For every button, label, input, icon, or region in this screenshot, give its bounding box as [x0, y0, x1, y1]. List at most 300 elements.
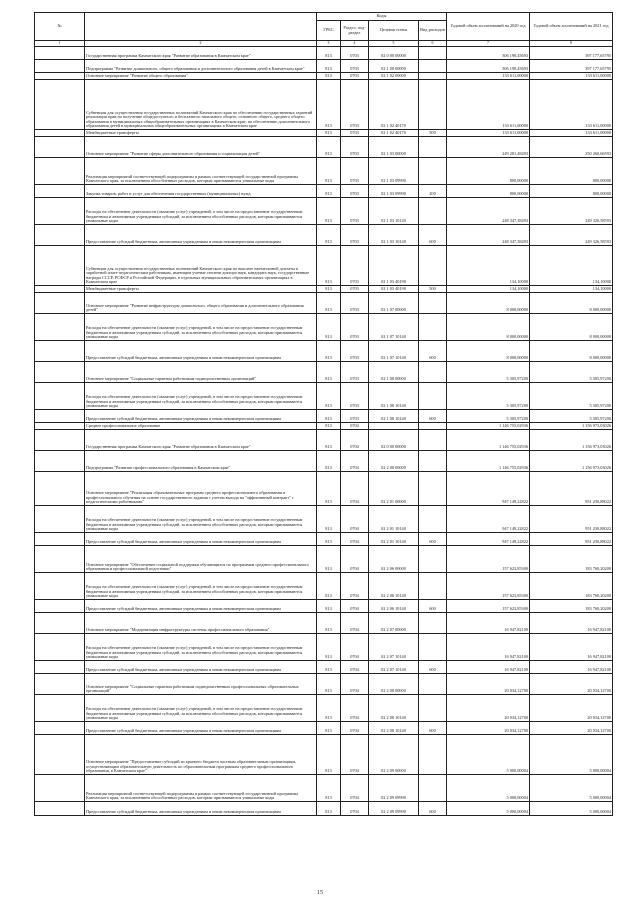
row-exp-type-cell: [419, 137, 447, 158]
row-grbs-cell: 813: [317, 410, 341, 423]
row-exp-type-cell: [419, 60, 447, 73]
row-section-cell: 0704: [341, 472, 369, 506]
row-num-cell: [35, 695, 85, 722]
row-vol2020-cell: 133 611,00000: [447, 73, 530, 80]
row-name-cell: Расходы на обеспечение деятельности (оказание услуг) учреждений, в том числе на предоставление государственным бюджетным и автономным учреждениям субсидий, за исключением обособленных расходов, которым присваиваются уникальные коды: [85, 506, 317, 533]
table-row: [35, 293, 613, 314]
column-number: 8: [530, 41, 613, 47]
row-exp-type-cell: [419, 735, 447, 775]
row-section-cell: 0703: [341, 137, 369, 158]
row-vol2021-cell: 951 230,88022: [530, 472, 613, 506]
row-num-cell: [35, 546, 85, 573]
row-num-cell: [35, 185, 85, 198]
row-num-cell: [35, 314, 85, 341]
column-number: 5: [369, 41, 419, 47]
row-num-cell: [35, 430, 85, 451]
row-target-cell: 02 2 09 09990: [369, 775, 419, 802]
row-grbs-cell: 813: [317, 73, 341, 80]
row-section-cell: 0704: [341, 695, 369, 722]
row-name-cell: Расходы на обеспечение деятельности (оказание услуг) учреждений, в том числе на предоставление государственным бюджетным и автономным учреждениям субсидий, за исключением обособленных расходов, которым присваиваются уникальные коды: [85, 383, 317, 410]
table-row: [35, 775, 613, 802]
row-num-cell: [35, 661, 85, 674]
row-vol2020-cell: 800,00000: [447, 158, 530, 185]
row-grbs-cell: 813: [317, 383, 341, 410]
table-row: [35, 60, 613, 73]
table-row: [35, 198, 613, 225]
table-row: [35, 246, 613, 286]
row-target-cell: 02 1 02 40170: [369, 130, 419, 137]
table-row: [35, 130, 613, 137]
budget-table: [34, 12, 613, 816]
row-grbs-cell: 813: [317, 80, 341, 130]
row-grbs-cell: 813: [317, 430, 341, 451]
row-name-cell: Предоставление субсидий бюджетным, автономным учреждениям и иным некоммерческим организациям: [85, 802, 317, 816]
row-exp-type-cell: [419, 573, 447, 600]
column-number: 7: [447, 41, 530, 47]
row-vol2021-cell: 5 000,00004: [530, 802, 613, 816]
row-target-cell: 02 1 03 40190: [369, 246, 419, 286]
table-row: [35, 695, 613, 722]
row-section-cell: 0703: [341, 362, 369, 383]
row-target-cell: 02 1 03 09990: [369, 185, 419, 198]
row-vol2021-cell: 183 760,20200: [530, 600, 613, 613]
row-exp-type-cell: [419, 472, 447, 506]
row-vol2021-cell: 800,00000: [530, 158, 613, 185]
row-grbs-cell: 813: [317, 802, 341, 816]
table-header: [35, 13, 613, 47]
row-target-cell: 02 0 00 00000: [369, 430, 419, 451]
row-exp-type-cell: [419, 314, 447, 341]
row-num-cell: [35, 246, 85, 286]
row-exp-type-cell: 600: [419, 225, 447, 246]
row-vol2020-cell: 133 611,00000: [447, 80, 530, 130]
row-exp-type-cell: [419, 451, 447, 472]
row-target-cell: 02 1 03 10140: [369, 198, 419, 225]
row-num-cell: [35, 423, 85, 430]
row-target-cell: 02 2 07 10140: [369, 634, 419, 661]
row-grbs-cell: 813: [317, 286, 341, 293]
row-num-cell: [35, 472, 85, 506]
row-name-cell: Предоставление субсидий бюджетным, автономным учреждениям и иным некоммерческим организациям: [85, 410, 317, 423]
row-vol2021-cell: 20 034,12700: [530, 722, 613, 735]
table-row: [35, 661, 613, 674]
row-target-cell: 02 2 06 10140: [369, 573, 419, 600]
row-section-cell: 0703: [341, 47, 369, 60]
row-vol2020-cell: 20 034,12700: [447, 722, 530, 735]
row-num-cell: [35, 47, 85, 60]
row-target-cell: 02 2 09 09990: [369, 802, 419, 816]
row-exp-type-cell: 600: [419, 722, 447, 735]
row-target-cell: 02 1 08 10140: [369, 383, 419, 410]
header-num: №: [35, 13, 85, 41]
row-name-cell: Расходы на обеспечение деятельности (оказание услуг) учреждений, в том числе на предоставление государственным бюджетным и автономным учреждениям субсидий, за исключением обособленных расходов, которым присваиваются уникальные коды: [85, 573, 317, 600]
table-body: [35, 47, 613, 816]
row-num-cell: [35, 451, 85, 472]
row-num-cell: [35, 362, 85, 383]
row-target-cell: 02 1 02 00000: [369, 73, 419, 80]
row-target-cell: 02 2 07 10140: [369, 661, 419, 674]
row-vol2020-cell: 248 347,38493: [447, 225, 530, 246]
table-row: [35, 451, 613, 472]
row-target-cell: 02 2 08 10140: [369, 722, 419, 735]
table-row: [35, 674, 613, 695]
row-vol2021-cell: 134,10000: [530, 286, 613, 293]
row-vol2020-cell: 5 305,97200: [447, 362, 530, 383]
row-grbs-cell: 813: [317, 246, 341, 286]
row-vol2021-cell: 8 000,00000: [530, 314, 613, 341]
row-num-cell: [35, 634, 85, 661]
row-name-cell: Межбюджетные трансферты: [85, 286, 317, 293]
row-section-cell: 0704: [341, 735, 369, 775]
row-name-cell: Основное мероприятие "Реализация образовательных программ среднего профессионального образования и профессионального обучения на основе государственного задания с учетом выхода на "эффективный контракт" с педагогическими работниками": [85, 472, 317, 506]
row-grbs-cell: 813: [317, 198, 341, 225]
row-vol2021-cell: 249 326,58593: [530, 225, 613, 246]
column-number: 3: [317, 41, 341, 47]
row-section-cell: 0704: [341, 546, 369, 573]
row-num-cell: [35, 775, 85, 802]
row-vol2021-cell: 133 611,00000: [530, 80, 613, 130]
row-num-cell: [35, 802, 85, 816]
row-grbs-cell: 813: [317, 314, 341, 341]
row-num-cell: [35, 722, 85, 735]
row-vol2021-cell: 250 260,66593: [530, 137, 613, 158]
row-exp-type-cell: 500: [419, 286, 447, 293]
row-vol2021-cell: 800,00000: [530, 185, 613, 198]
row-target-cell: [369, 423, 419, 430]
row-section-cell: 0703: [341, 246, 369, 286]
row-name-cell: Основное мероприятие "Социальные гарантии работникам подведомственных организаций": [85, 362, 317, 383]
row-num-cell: [35, 80, 85, 130]
row-grbs-cell: 813: [317, 60, 341, 73]
row-num-cell: [35, 137, 85, 158]
row-grbs-cell: 813: [317, 634, 341, 661]
row-vol2020-cell: 306 198,45693: [447, 47, 530, 60]
row-exp-type-cell: [419, 674, 447, 695]
row-vol2021-cell: 8 000,00000: [530, 293, 613, 314]
table-row: [35, 383, 613, 410]
row-vol2021-cell: 134,10000: [530, 246, 613, 286]
header-codes: Коды: [317, 13, 447, 21]
table-row: [35, 613, 613, 634]
row-exp-type-cell: 600: [419, 661, 447, 674]
column-number: 4: [341, 41, 369, 47]
table-row: [35, 634, 613, 661]
row-grbs-cell: 813: [317, 341, 341, 362]
row-section-cell: 0703: [341, 286, 369, 293]
header-vol2020: Годовой объем ассигнований на 2020 год: [447, 13, 530, 41]
row-num-cell: [35, 410, 85, 423]
row-vol2021-cell: 1 156 973,03026: [530, 430, 613, 451]
row-vol2021-cell: 20 034,12700: [530, 674, 613, 695]
row-name-cell: Субвенции для осуществления государственных полномочий Камчатского края по выплате ежемесячной доплаты к заработной плате педагогическим работникам, имеющим ученые степени доктора наук, кандидата наук, государственные награды СССР, РСФСР и Российской Федерации, в отдельных муниципальных образовательных организациях в Камчатском крае: [85, 246, 317, 286]
column-number: 6: [419, 41, 447, 47]
row-num-cell: [35, 158, 85, 185]
table-row: [35, 546, 613, 573]
row-vol2020-cell: 16 947,82100: [447, 613, 530, 634]
row-name-cell: Расходы на обеспечение деятельности (оказание услуг) учреждений, в том числе на предоставление государственным бюджетным и автономным учреждениям субсидий, за исключением обособленных расходов, которым присваиваются уникальные коды: [85, 634, 317, 661]
row-num-cell: [35, 573, 85, 600]
row-grbs-cell: 813: [317, 362, 341, 383]
row-vol2021-cell: 183 760,20200: [530, 546, 613, 573]
row-vol2020-cell: 800,00000: [447, 185, 530, 198]
row-section-cell: 0703: [341, 383, 369, 410]
table-row: [35, 573, 613, 600]
row-vol2020-cell: 1 146 755,02936: [447, 430, 530, 451]
row-name-cell: Основное мероприятие "Развитие инфраструктуры дошкольного, общего образования и дополнительного образования детей": [85, 293, 317, 314]
row-exp-type-cell: 200: [419, 185, 447, 198]
row-exp-type-cell: [419, 506, 447, 533]
row-vol2020-cell: 947 149,22822: [447, 533, 530, 546]
row-vol2020-cell: 157 623,85300: [447, 546, 530, 573]
row-name-cell: Среднее профессиональное образование: [85, 423, 317, 430]
row-section-cell: 0703: [341, 158, 369, 185]
row-vol2020-cell: 5 305,97200: [447, 410, 530, 423]
row-grbs-cell: 813: [317, 695, 341, 722]
table-row: [35, 73, 613, 80]
header-section: Раздел, под-раздел: [341, 21, 369, 41]
row-target-cell: 02 2 09 00000: [369, 735, 419, 775]
table-row: [35, 47, 613, 60]
row-target-cell: 02 1 07 10140: [369, 314, 419, 341]
row-num-cell: [35, 506, 85, 533]
row-num-cell: [35, 73, 85, 80]
row-section-cell: 0703: [341, 410, 369, 423]
row-target-cell: 02 1 07 00000: [369, 293, 419, 314]
table-row: [35, 158, 613, 185]
row-target-cell: 02 2 08 00000: [369, 674, 419, 695]
header-name: [85, 13, 317, 41]
row-num-cell: [35, 383, 85, 410]
row-exp-type-cell: [419, 775, 447, 802]
row-vol2020-cell: 8 000,00000: [447, 293, 530, 314]
row-exp-type-cell: [419, 634, 447, 661]
row-name-cell: Основное мероприятие "Предоставление субсидий из краевого бюджета частным образовательным организациям, осуществляющим образовательную деятельность по образовательным программам среднего профессионального образования, в Камчатском крае": [85, 735, 317, 775]
row-name-cell: Основное мероприятие "Обеспечение социальной поддержки обучающихся по программам среднего профессионального образования и профессиональной подготовки": [85, 546, 317, 573]
table-row: [35, 225, 613, 246]
row-name-cell: Основное мероприятие "Развитие общего образования": [85, 73, 317, 80]
row-name-cell: Предоставление субсидий бюджетным, автономным учреждениям и иным некоммерческим организациям: [85, 661, 317, 674]
row-vol2020-cell: 5 000,00004: [447, 775, 530, 802]
row-exp-type-cell: 600: [419, 600, 447, 613]
row-exp-type-cell: [419, 293, 447, 314]
column-number: 2: [85, 41, 317, 47]
row-grbs-cell: 813: [317, 158, 341, 185]
row-name-cell: Предоставление субсидий бюджетным, автономным учреждениям и иным некоммерческим организациям: [85, 533, 317, 546]
row-section-cell: 0704: [341, 674, 369, 695]
row-vol2021-cell: 951 230,88022: [530, 506, 613, 533]
header-grbs: ГРБС: [317, 21, 341, 41]
row-name-cell: Предоставление субсидий бюджетным, автономным учреждениям и иным некоммерческим организациям: [85, 722, 317, 735]
row-name-cell: Расходы на обеспечение деятельности (оказание услуг) учреждений, в том числе на предоставление государственным бюджетным и автономным учреждениям субсидий, за исключением обособленных расходов, которым присваиваются уникальные коды: [85, 695, 317, 722]
row-grbs-cell: 813: [317, 137, 341, 158]
row-vol2020-cell: 16 947,82100: [447, 661, 530, 674]
row-exp-type-cell: [419, 246, 447, 286]
row-vol2021-cell: 16 947,82100: [530, 661, 613, 674]
row-vol2020-cell: 1 146 755,02936: [447, 451, 530, 472]
table-row: [35, 430, 613, 451]
table-row: [35, 472, 613, 506]
row-num-cell: [35, 674, 85, 695]
row-vol2020-cell: 134,10000: [447, 246, 530, 286]
row-grbs-cell: 813: [317, 775, 341, 802]
row-target-cell: 02 2 00 00000: [369, 451, 419, 472]
row-section-cell: 0704: [341, 423, 369, 430]
row-num-cell: [35, 533, 85, 546]
row-exp-type-cell: [419, 695, 447, 722]
table-row: [35, 185, 613, 198]
row-vol2021-cell: 1 156 973,03026: [530, 423, 613, 430]
row-num-cell: [35, 613, 85, 634]
row-grbs-cell: 813: [317, 130, 341, 137]
row-vol2020-cell: 8 000,00000: [447, 341, 530, 362]
row-name-cell: Реализация мероприятий соответствующей подпрограммы в рамках соответствующей государственной программы Камчатского края, за исключением обособленных расходов, которым присваиваются уникальные коды: [85, 775, 317, 802]
row-name-cell: Государственная программа Камчатского края "Развитие образования в Камчатском крае": [85, 430, 317, 451]
row-vol2020-cell: 133 611,00000: [447, 130, 530, 137]
row-grbs-cell: 813: [317, 293, 341, 314]
row-target-cell: 02 2 01 10140: [369, 506, 419, 533]
row-vol2020-cell: 20 034,12700: [447, 674, 530, 695]
row-exp-type-cell: 600: [419, 341, 447, 362]
row-exp-type-cell: [419, 198, 447, 225]
row-section-cell: 0704: [341, 430, 369, 451]
row-num-cell: [35, 293, 85, 314]
table-row: [35, 80, 613, 130]
row-section-cell: 0704: [341, 661, 369, 674]
row-vol2021-cell: 1 156 973,03026: [530, 451, 613, 472]
row-section-cell: 0703: [341, 185, 369, 198]
row-exp-type-cell: [419, 546, 447, 573]
row-exp-type-cell: [419, 47, 447, 60]
row-grbs-cell: 813: [317, 735, 341, 775]
row-vol2020-cell: 306 198,45693: [447, 60, 530, 73]
row-name-cell: Подпрограмма "Развитие дошкольного, общего образования и дополнительного образования детей в Камчатском крае": [85, 60, 317, 73]
row-target-cell: 02 2 06 10140: [369, 600, 419, 613]
row-vol2020-cell: 5 000,00004: [447, 735, 530, 775]
row-section-cell: 0704: [341, 533, 369, 546]
row-vol2020-cell: 249 281,48493: [447, 137, 530, 158]
row-exp-type-cell: 500: [419, 130, 447, 137]
row-grbs-cell: 813: [317, 472, 341, 506]
row-grbs-cell: 813: [317, 47, 341, 60]
row-vol2020-cell: 20 034,12700: [447, 695, 530, 722]
row-vol2021-cell: 16 947,82100: [530, 613, 613, 634]
row-vol2020-cell: 248 347,38493: [447, 198, 530, 225]
row-num-cell: [35, 735, 85, 775]
row-grbs-cell: 813: [317, 225, 341, 246]
row-num-cell: [35, 341, 85, 362]
row-target-cell: 02 2 06 00000: [369, 546, 419, 573]
page-number: 15: [317, 890, 323, 896]
row-vol2021-cell: 5 305,97200: [530, 362, 613, 383]
row-vol2020-cell: 8 000,00000: [447, 314, 530, 341]
row-section-cell: 0703: [341, 130, 369, 137]
row-exp-type-cell: [419, 73, 447, 80]
table-row: [35, 341, 613, 362]
row-name-cell: Основное мероприятие "Модернизация инфраструктуры системы профессионального образования": [85, 613, 317, 634]
row-vol2021-cell: 397 177,65795: [530, 60, 613, 73]
row-vol2021-cell: 183 760,20200: [530, 573, 613, 600]
row-section-cell: 0703: [341, 73, 369, 80]
row-vol2020-cell: 157 623,85300: [447, 573, 530, 600]
row-grbs-cell: 813: [317, 451, 341, 472]
header-exp-type: Вид расходов: [419, 21, 447, 41]
row-exp-type-cell: [419, 362, 447, 383]
table-row: [35, 802, 613, 816]
row-target-cell: 02 1 03 40190: [369, 286, 419, 293]
row-target-cell: 02 2 08 10140: [369, 695, 419, 722]
row-exp-type-cell: 600: [419, 802, 447, 816]
row-grbs-cell: 813: [317, 506, 341, 533]
row-target-cell: 02 1 08 00000: [369, 362, 419, 383]
row-section-cell: 0704: [341, 613, 369, 634]
row-grbs-cell: 813: [317, 600, 341, 613]
row-name-cell: Основное мероприятие "Развитие сферы дополнительного образования и социализации детей": [85, 137, 317, 158]
table-row: [35, 362, 613, 383]
row-section-cell: 0703: [341, 341, 369, 362]
row-target-cell: 02 1 07 10140: [369, 341, 419, 362]
row-exp-type-cell: 600: [419, 410, 447, 423]
row-section-cell: 0704: [341, 802, 369, 816]
row-target-cell: 02 1 02 40170: [369, 80, 419, 130]
row-name-cell: Субвенции для осуществления государственных полномочий Камчатского края по обеспечению государственных гарантий реализации прав на получение общедоступного и бесплатного начального общего, основного общего, среднего общего образования в муниципальных общеобразовательных организациях в Камчатском крае, по обеспечению дополнительного образования детей в муниципальных общеобразовательных организациях в Камчатском крае: [85, 80, 317, 130]
row-name-cell: Расходы на обеспечение деятельности (оказание услуг) учреждений, в том числе на предоставление государственным бюджетным и автономным учреждениям субсидий, за исключением обособленных расходов, которым присваиваются уникальные коды: [85, 198, 317, 225]
row-name-cell: Межбюджетные трансферты: [85, 130, 317, 137]
row-vol2021-cell: 5 305,97200: [530, 383, 613, 410]
row-num-cell: [35, 130, 85, 137]
row-section-cell: 0704: [341, 634, 369, 661]
row-section-cell: 0703: [341, 293, 369, 314]
row-vol2020-cell: 5 305,97200: [447, 383, 530, 410]
row-vol2021-cell: 951 230,88022: [530, 533, 613, 546]
row-section-cell: 0704: [341, 600, 369, 613]
row-target-cell: 02 1 03 10140: [369, 225, 419, 246]
row-name-cell: Государственная программа Камчатского края "Развитие образования в Камчатском крае": [85, 47, 317, 60]
row-vol2021-cell: 5 000,00004: [530, 735, 613, 775]
row-vol2020-cell: 1 146 755,02936: [447, 423, 530, 430]
row-section-cell: 0704: [341, 775, 369, 802]
table-row: [35, 410, 613, 423]
row-grbs-cell: 813: [317, 722, 341, 735]
table-row: [35, 600, 613, 613]
row-exp-type-cell: [419, 613, 447, 634]
row-target-cell: 02 1 03 00000: [369, 137, 419, 158]
row-target-cell: 02 1 08 10140: [369, 410, 419, 423]
row-num-cell: [35, 286, 85, 293]
row-grbs-cell: 813: [317, 613, 341, 634]
row-exp-type-cell: 600: [419, 533, 447, 546]
row-exp-type-cell: [419, 430, 447, 451]
row-vol2021-cell: 5 305,97200: [530, 410, 613, 423]
row-exp-type-cell: [419, 423, 447, 430]
row-vol2020-cell: 5 000,00004: [447, 802, 530, 816]
row-vol2020-cell: 134,10000: [447, 286, 530, 293]
row-name-cell: Закупка товаров, работ и услуг для обеспечения государственных (муниципальных) нужд: [85, 185, 317, 198]
row-exp-type-cell: [419, 383, 447, 410]
row-target-cell: 02 0 00 00000: [369, 47, 419, 60]
row-num-cell: [35, 60, 85, 73]
row-vol2021-cell: 249 326,58593: [530, 198, 613, 225]
row-section-cell: 0703: [341, 198, 369, 225]
row-section-cell: 0703: [341, 60, 369, 73]
row-vol2020-cell: 947 149,22822: [447, 506, 530, 533]
table-row: [35, 314, 613, 341]
row-vol2020-cell: 16 947,82100: [447, 634, 530, 661]
row-target-cell: 02 1 03 09990: [369, 158, 419, 185]
row-exp-type-cell: [419, 80, 447, 130]
row-num-cell: [35, 198, 85, 225]
row-section-cell: 0703: [341, 225, 369, 246]
row-section-cell: 0703: [341, 314, 369, 341]
